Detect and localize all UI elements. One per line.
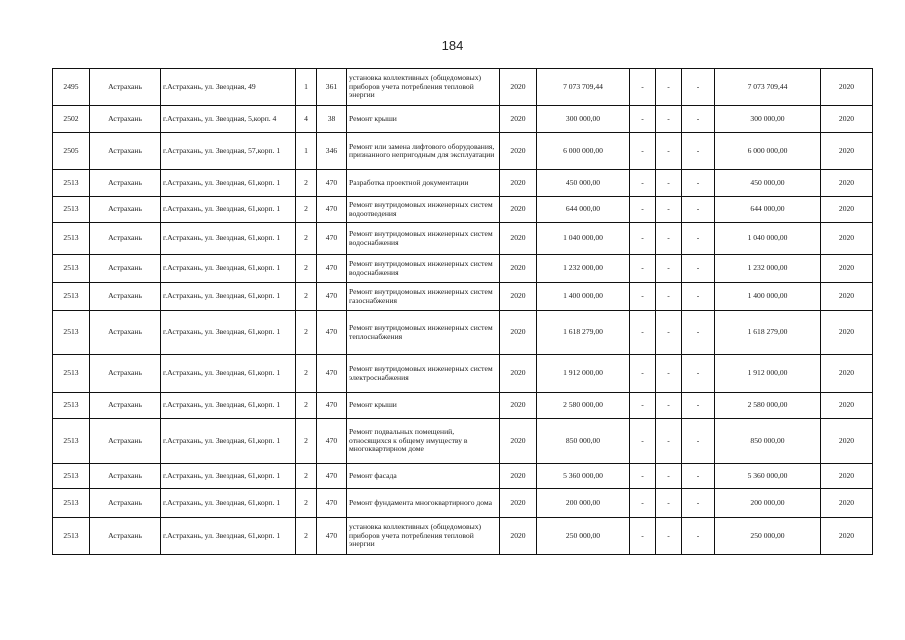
cell-floors: 2 [296,283,317,311]
cell-fund-1: - [630,255,656,283]
cell-city: Астрахань [90,311,161,355]
cell-address: г.Астрахань, ул. Звездная, 61,корп. 1 [161,393,296,419]
cell-city: Астрахань [90,283,161,311]
cell-fund-1: - [630,106,656,133]
cell-fund-3: - [682,255,715,283]
cell-fund-2: - [656,197,682,223]
cell-work-type: установка коллективных (общедомовых) приборов учета потребления тепловой энергии [347,69,500,106]
table-row [53,223,873,255]
cell-fund-2: - [656,106,682,133]
table-row [53,106,873,133]
cell-id: 2513 [53,489,90,518]
cell-amount: 1 040 000,00 [715,223,821,255]
cell-fund-2: - [656,69,682,106]
cell-amount: 200 000,00 [715,489,821,518]
cell-completion-year: 2020 [821,197,873,223]
cell-city: Астрахань [90,355,161,393]
cell-completion-year: 2020 [821,518,873,555]
cell-address: г.Астрахань, ул. Звездная, 61,корп. 1 [161,489,296,518]
cell-floors: 2 [296,518,317,555]
cell-fund-2: - [656,518,682,555]
cell-fund-3: - [682,464,715,489]
cell-total-cost: 2 580 000,00 [537,393,630,419]
cell-floors: 2 [296,170,317,197]
cell-city: Астрахань [90,255,161,283]
cell-completion-year: 2020 [821,69,873,106]
cell-city: Астрахань [90,393,161,419]
cell-address: г.Астрахань, ул. Звездная, 61,корп. 1 [161,170,296,197]
cell-completion-year: 2020 [821,283,873,311]
cell-year: 2020 [500,355,537,393]
cell-address: г.Астрахань, ул. Звездная, 61,корп. 1 [161,518,296,555]
cell-fund-1: - [630,283,656,311]
cell-fund-2: - [656,170,682,197]
cell-apartments: 470 [317,170,347,197]
cell-amount: 1 618 279,00 [715,311,821,355]
table-row [53,489,873,518]
cell-address: г.Астрахань, ул. Звездная, 61,корп. 1 [161,464,296,489]
cell-amount: 6 000 000,00 [715,133,821,170]
table-row [53,255,873,283]
cell-id: 2513 [53,355,90,393]
cell-id: 2513 [53,464,90,489]
cell-fund-2: - [656,393,682,419]
cell-fund-2: - [656,223,682,255]
cell-fund-2: - [656,489,682,518]
cell-work-type: Ремонт внутридомовых инженерных систем водоотведения [347,197,500,223]
cell-floors: 1 [296,69,317,106]
cell-address: г.Астрахань, ул. Звездная, 61,корп. 1 [161,255,296,283]
cell-total-cost: 300 000,00 [537,106,630,133]
cell-address: г.Астрахань, ул. Звездная, 49 [161,69,296,106]
cell-fund-2: - [656,464,682,489]
cell-apartments: 470 [317,419,347,464]
cell-completion-year: 2020 [821,106,873,133]
cell-total-cost: 1 232 000,00 [537,255,630,283]
cell-floors: 2 [296,311,317,355]
cell-amount: 5 360 000,00 [715,464,821,489]
cell-amount: 850 000,00 [715,419,821,464]
cell-address: г.Астрахань, ул. Звездная, 5,корп. 4 [161,106,296,133]
cell-total-cost: 250 000,00 [537,518,630,555]
cell-apartments: 470 [317,197,347,223]
cell-fund-2: - [656,355,682,393]
cell-total-cost: 7 073 709,44 [537,69,630,106]
cell-address: г.Астрахань, ул. Звездная, 61,корп. 1 [161,197,296,223]
cell-completion-year: 2020 [821,419,873,464]
cell-id: 2513 [53,170,90,197]
cell-id: 2513 [53,419,90,464]
cell-work-type: Ремонт внутридомовых инженерных систем электроснабжения [347,355,500,393]
cell-id: 2513 [53,393,90,419]
cell-fund-1: - [630,393,656,419]
cell-fund-2: - [656,419,682,464]
cell-fund-1: - [630,355,656,393]
cell-work-type: Ремонт подвальных помещений, относящихся к общему имуществу в многоквартирном доме [347,419,500,464]
cell-work-type: Ремонт внутридомовых инженерных систем теплоснабжения [347,311,500,355]
cell-fund-3: - [682,489,715,518]
cell-floors: 2 [296,419,317,464]
table-row [53,518,873,555]
cell-completion-year: 2020 [821,489,873,518]
cell-floors: 2 [296,489,317,518]
cell-total-cost: 850 000,00 [537,419,630,464]
cell-apartments: 38 [317,106,347,133]
page-number: 184 [441,38,464,53]
cell-address: г.Астрахань, ул. Звездная, 61,корп. 1 [161,311,296,355]
table-row [53,69,873,106]
table-row [53,393,873,419]
cell-year: 2020 [500,197,537,223]
cell-work-type: Ремонт фасада [347,464,500,489]
cell-year: 2020 [500,419,537,464]
cell-id: 2513 [53,223,90,255]
cell-fund-3: - [682,283,715,311]
cell-fund-3: - [682,311,715,355]
cell-apartments: 470 [317,518,347,555]
cell-year: 2020 [500,106,537,133]
cell-work-type: Ремонт внутридомовых инженерных систем водоснабжения [347,255,500,283]
cell-city: Астрахань [90,106,161,133]
cell-fund-1: - [630,69,656,106]
cell-completion-year: 2020 [821,170,873,197]
cell-work-type: Ремонт внутридомовых инженерных систем газоснабжения [347,283,500,311]
cell-city: Астрахань [90,223,161,255]
cell-completion-year: 2020 [821,311,873,355]
cell-fund-3: - [682,419,715,464]
cell-total-cost: 1 618 279,00 [537,311,630,355]
cell-work-type: Ремонт внутридомовых инженерных систем водоснабжения [347,223,500,255]
cell-id: 2513 [53,283,90,311]
cell-year: 2020 [500,311,537,355]
cell-city: Астрахань [90,197,161,223]
table-row [53,355,873,393]
cell-completion-year: 2020 [821,255,873,283]
cell-fund-1: - [630,464,656,489]
cell-apartments: 470 [317,464,347,489]
cell-year: 2020 [500,283,537,311]
cell-apartments: 346 [317,133,347,170]
table-body [53,69,873,555]
cell-completion-year: 2020 [821,223,873,255]
cell-amount: 7 073 709,44 [715,69,821,106]
cell-city: Астрахань [90,464,161,489]
cell-fund-1: - [630,197,656,223]
cell-fund-3: - [682,355,715,393]
cell-amount: 1 912 000,00 [715,355,821,393]
cell-completion-year: 2020 [821,464,873,489]
cell-fund-2: - [656,311,682,355]
cell-floors: 4 [296,106,317,133]
cell-address: г.Астрахань, ул. Звездная, 61,корп. 1 [161,355,296,393]
cell-fund-1: - [630,170,656,197]
cell-fund-2: - [656,133,682,170]
cell-work-type: Ремонт или замена лифтового оборудования, признанного непригодным для эксплуатации [347,133,500,170]
cell-floors: 2 [296,223,317,255]
cell-city: Астрахань [90,170,161,197]
cell-city: Астрахань [90,489,161,518]
cell-fund-3: - [682,393,715,419]
table-row [53,133,873,170]
table-row [53,464,873,489]
cell-year: 2020 [500,223,537,255]
cell-floors: 2 [296,393,317,419]
cell-city: Астрахань [90,69,161,106]
cell-year: 2020 [500,133,537,170]
table-row [53,170,873,197]
cell-id: 2502 [53,106,90,133]
cell-total-cost: 5 360 000,00 [537,464,630,489]
cell-id: 2513 [53,255,90,283]
cell-id: 2505 [53,133,90,170]
table-row [53,311,873,355]
cell-fund-1: - [630,311,656,355]
cell-city: Астрахань [90,518,161,555]
table-row [53,197,873,223]
works-table [52,68,873,555]
cell-apartments: 470 [317,283,347,311]
cell-total-cost: 1 912 000,00 [537,355,630,393]
cell-apartments: 470 [317,393,347,419]
cell-completion-year: 2020 [821,133,873,170]
cell-floors: 2 [296,255,317,283]
cell-completion-year: 2020 [821,355,873,393]
cell-year: 2020 [500,518,537,555]
cell-year: 2020 [500,393,537,419]
cell-address: г.Астрахань, ул. Звездная, 61,корп. 1 [161,223,296,255]
cell-apartments: 470 [317,489,347,518]
cell-total-cost: 644 000,00 [537,197,630,223]
table-row [53,283,873,311]
cell-fund-1: - [630,518,656,555]
cell-total-cost: 1 040 000,00 [537,223,630,255]
cell-id: 2513 [53,518,90,555]
table-row [53,419,873,464]
cell-apartments: 470 [317,255,347,283]
cell-fund-3: - [682,223,715,255]
cell-address: г.Астрахань, ул. Звездная, 57,корп. 1 [161,133,296,170]
cell-apartments: 470 [317,355,347,393]
cell-fund-3: - [682,197,715,223]
cell-work-type: Ремонт крыши [347,106,500,133]
cell-amount: 1 232 000,00 [715,255,821,283]
cell-city: Астрахань [90,133,161,170]
cell-year: 2020 [500,489,537,518]
cell-amount: 644 000,00 [715,197,821,223]
cell-fund-3: - [682,106,715,133]
cell-work-type: Ремонт крыши [347,393,500,419]
cell-apartments: 470 [317,311,347,355]
cell-work-type: установка коллективных (общедомовых) приборов учета потребления тепловой энергии [347,518,500,555]
cell-address: г.Астрахань, ул. Звездная, 61,корп. 1 [161,283,296,311]
cell-amount: 450 000,00 [715,170,821,197]
cell-year: 2020 [500,464,537,489]
cell-fund-1: - [630,133,656,170]
cell-fund-1: - [630,223,656,255]
cell-fund-3: - [682,69,715,106]
cell-fund-2: - [656,283,682,311]
cell-apartments: 470 [317,223,347,255]
cell-year: 2020 [500,170,537,197]
cell-fund-3: - [682,518,715,555]
cell-floors: 2 [296,355,317,393]
cell-amount: 1 400 000,00 [715,283,821,311]
cell-total-cost: 200 000,00 [537,489,630,518]
cell-total-cost: 450 000,00 [537,170,630,197]
cell-id: 2513 [53,197,90,223]
cell-amount: 2 580 000,00 [715,393,821,419]
cell-floors: 1 [296,133,317,170]
cell-fund-3: - [682,133,715,170]
cell-floors: 2 [296,464,317,489]
cell-id: 2513 [53,311,90,355]
cell-city: Астрахань [90,419,161,464]
cell-total-cost: 1 400 000,00 [537,283,630,311]
cell-year: 2020 [500,255,537,283]
cell-completion-year: 2020 [821,393,873,419]
cell-floors: 2 [296,197,317,223]
cell-fund-1: - [630,489,656,518]
cell-fund-3: - [682,170,715,197]
cell-work-type: Ремонт фундамента многоквартирного дома [347,489,500,518]
cell-apartments: 361 [317,69,347,106]
cell-id: 2495 [53,69,90,106]
cell-amount: 300 000,00 [715,106,821,133]
cell-total-cost: 6 000 000,00 [537,133,630,170]
cell-fund-1: - [630,419,656,464]
cell-amount: 250 000,00 [715,518,821,555]
cell-year: 2020 [500,69,537,106]
cell-work-type: Разработка проектной документации [347,170,500,197]
cell-fund-2: - [656,255,682,283]
cell-address: г.Астрахань, ул. Звездная, 61,корп. 1 [161,419,296,464]
